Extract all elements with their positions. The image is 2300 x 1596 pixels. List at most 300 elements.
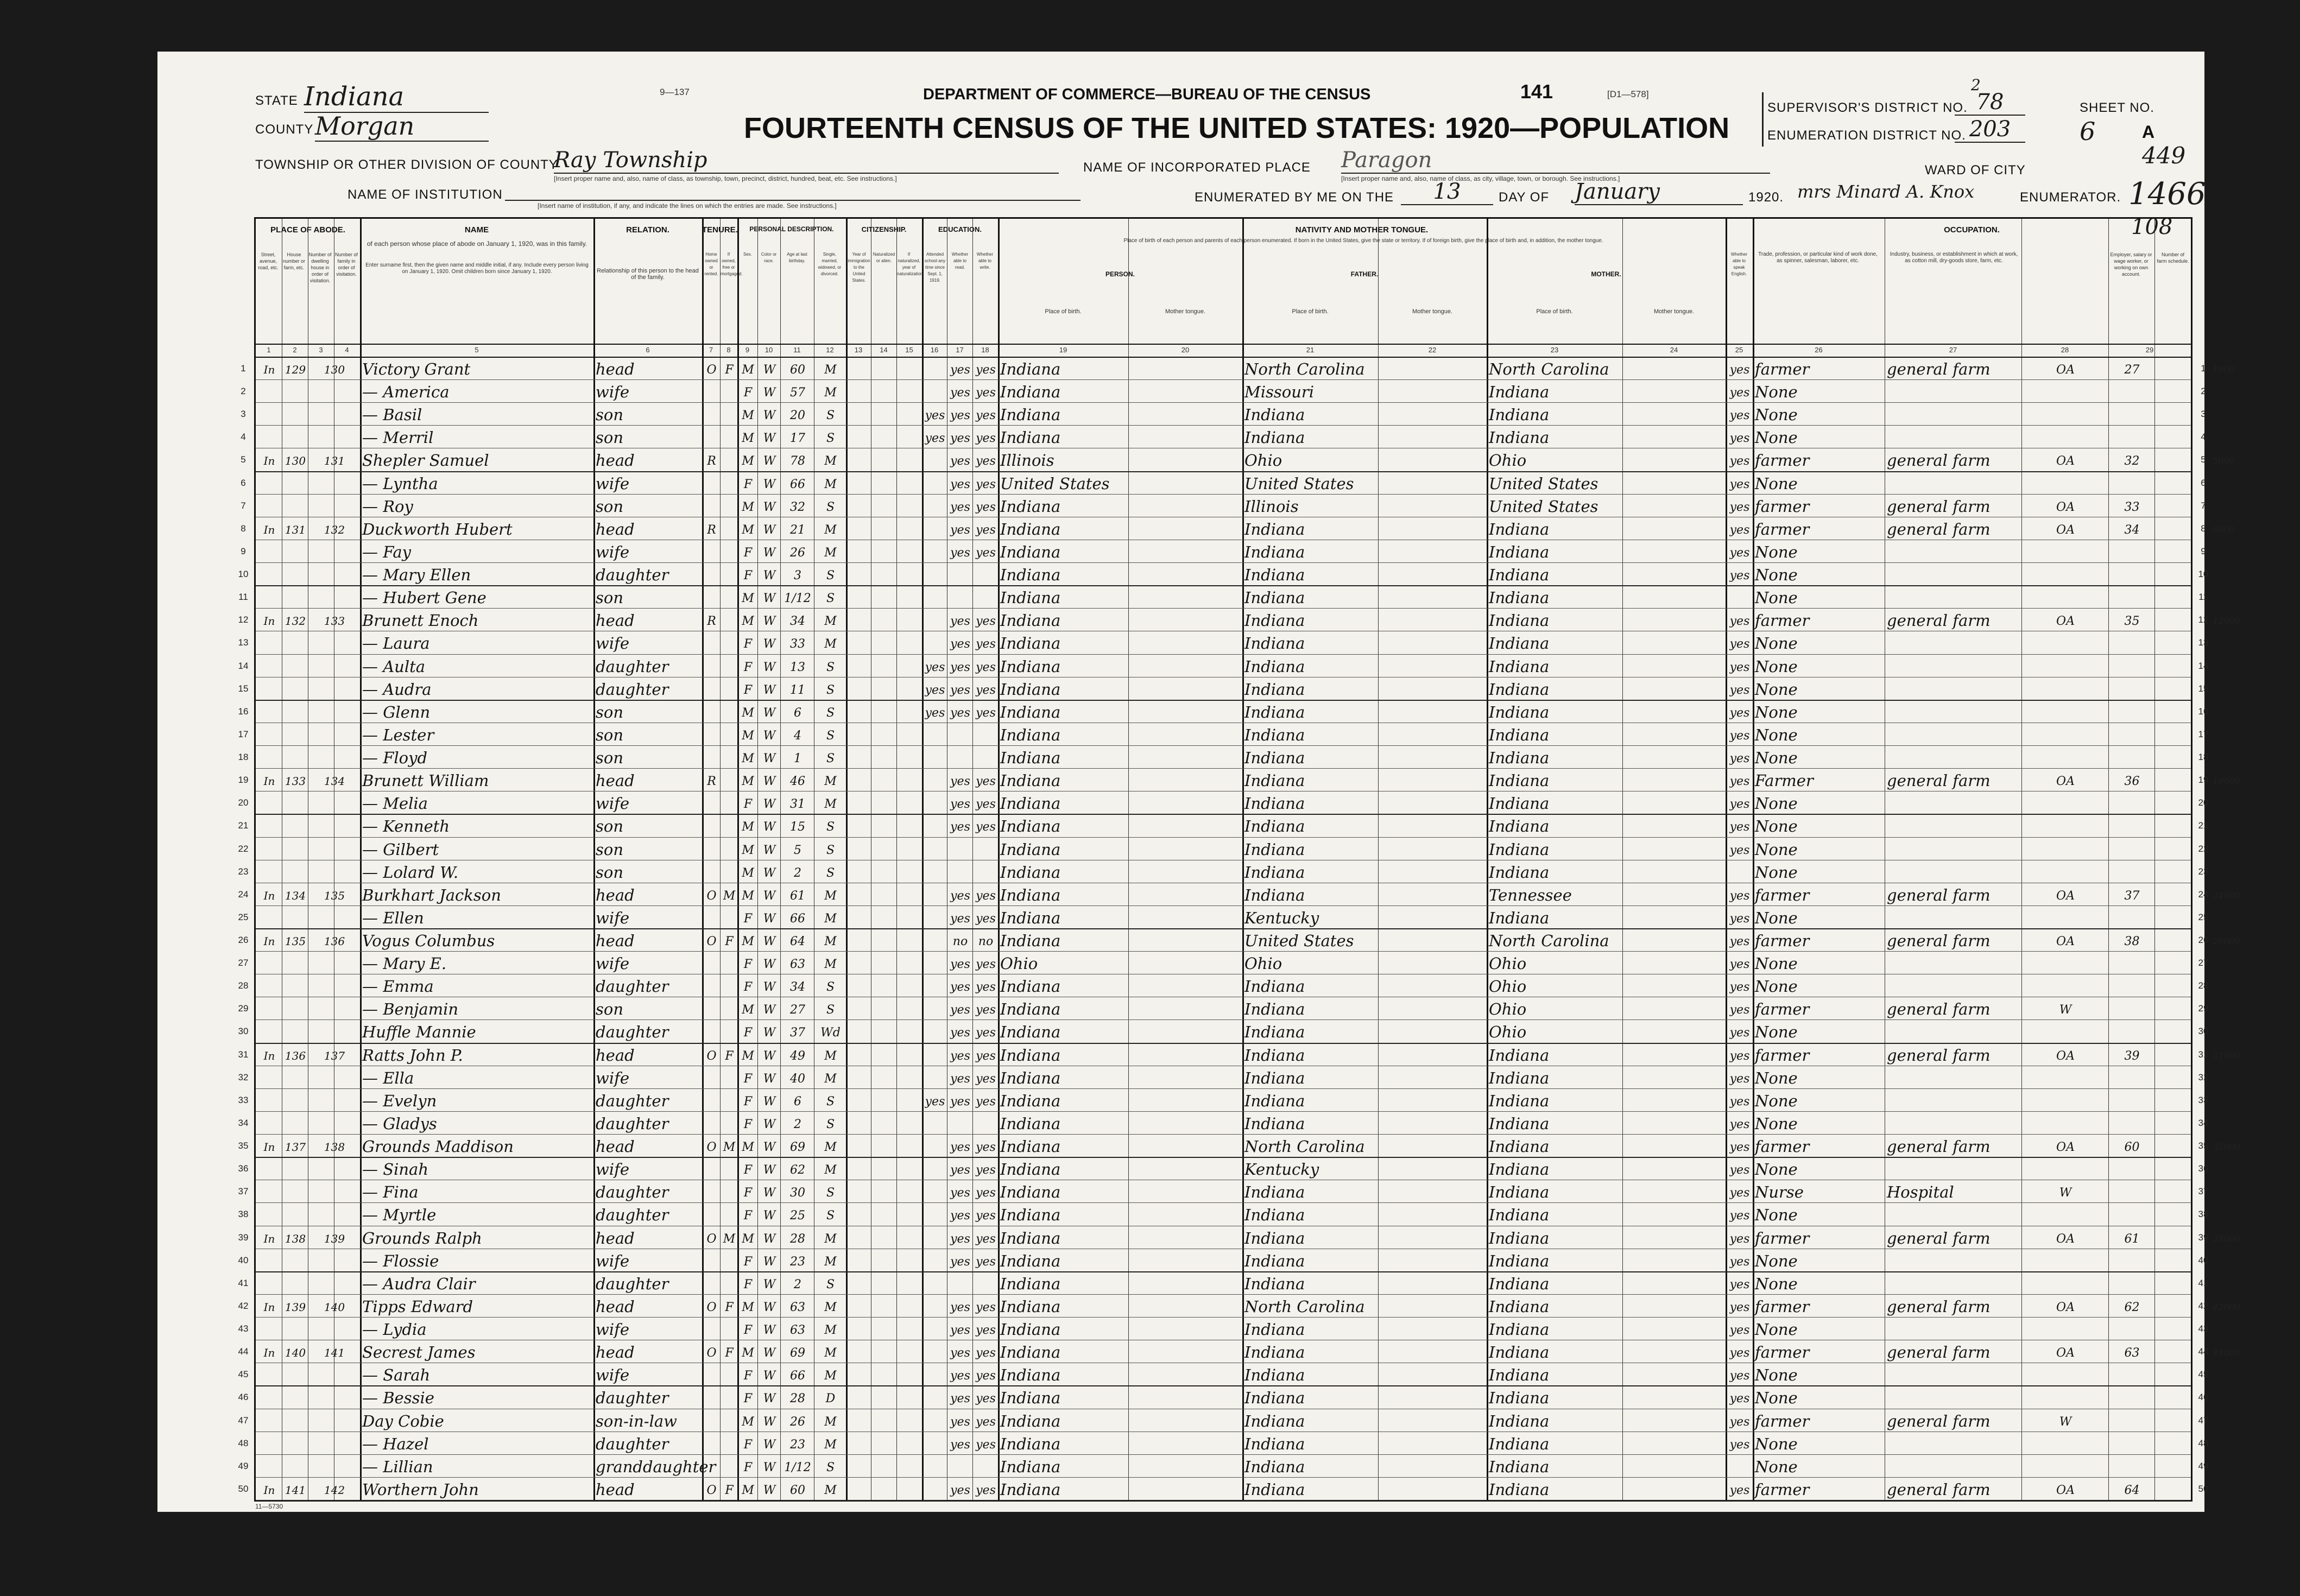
cell-pob: Indiana: [1000, 520, 1061, 539]
cell-age: 20: [790, 409, 805, 423]
cell-name: — Glenn: [362, 702, 431, 721]
cell-family: 141: [324, 1346, 345, 1360]
cell-write: yes: [976, 1232, 996, 1246]
cell-age: 25: [790, 1209, 805, 1223]
cell-read: yes: [950, 477, 970, 491]
cell-english: yes: [1729, 1094, 1750, 1109]
cell-relation: wife: [596, 908, 629, 927]
line-number: 17: [238, 729, 249, 739]
cell-name: — Bessie: [362, 1389, 434, 1408]
cell-mother-pob: Tennessee: [1489, 885, 1572, 904]
cell-name: — Benjamin: [362, 1000, 459, 1019]
column-number: 2: [293, 346, 297, 354]
cell-trade: None: [1755, 908, 1798, 927]
cell-mother-pob: Indiana: [1489, 680, 1550, 699]
cell-trade: None: [1755, 428, 1798, 447]
enumerated-label: ENUMERATED BY ME ON THE: [1195, 190, 1394, 205]
cell-age: 64: [790, 935, 805, 948]
table-row: [238, 723, 2209, 745]
cell-sex: M: [742, 820, 754, 834]
cell-father-pob: Indiana: [1244, 406, 1305, 425]
line-number: 15: [238, 683, 249, 694]
cell-relation: wife: [596, 954, 629, 973]
line-number: 48: [2198, 1437, 2209, 1448]
cell-pob: Indiana: [1000, 794, 1061, 813]
line-number: 26: [2198, 935, 2209, 945]
cell-relation: head: [596, 451, 635, 470]
cell-pob: Indiana: [1000, 1228, 1061, 1247]
cell-read: yes: [950, 1141, 970, 1155]
cell-mother-pob: Indiana: [1489, 1160, 1550, 1179]
cell-name: — Hubert Gene: [362, 588, 486, 607]
cell-relation: son: [596, 863, 624, 882]
cell-write: yes: [976, 1323, 996, 1338]
cell-marital: S: [826, 1186, 835, 1200]
cell-father-pob: Indiana: [1244, 817, 1305, 836]
row-rule: [256, 1500, 2191, 1501]
cell-pob: Indiana: [1000, 1389, 1061, 1408]
cell-color: W: [763, 637, 776, 651]
cell-age: 32: [790, 500, 805, 514]
cell-mother-pob: Indiana: [1489, 1366, 1550, 1385]
cell-age: 1/12: [784, 1460, 811, 1474]
line-number: 27: [2198, 958, 2209, 968]
cell-trade: farmer: [1755, 1480, 1810, 1499]
cell-father-pob: Indiana: [1244, 885, 1305, 904]
cell-family: 136: [324, 935, 345, 948]
institution-instructions: [Insert name of institution, if any, and indicate the lines on which the entries are made. See instructions.]: [538, 202, 837, 210]
census-title: FOURTEENTH CENSUS OF THE UNITED STATES: 1920—POPULATION: [744, 112, 1730, 144]
cell-sex: M: [742, 935, 754, 948]
cell-mother-pob: Indiana: [1489, 749, 1550, 768]
cell-name: Victory Grant: [362, 360, 471, 378]
cell-trade: farmer: [1755, 1137, 1810, 1156]
cell-color: W: [763, 363, 776, 377]
color-head: Color or race.: [761, 252, 777, 263]
cell-age: 60: [790, 363, 805, 377]
column-number: 21: [1306, 346, 1315, 354]
cell-father-pob: Indiana: [1244, 1114, 1305, 1133]
cell-father-pob: Indiana: [1244, 542, 1305, 561]
cell-age: 37: [790, 1026, 805, 1040]
right-margin-note: 1000: [2213, 364, 2235, 375]
cell-write: yes: [976, 615, 996, 629]
cell-write: yes: [976, 363, 996, 377]
cell-marital: S: [826, 1460, 835, 1474]
cell-name: Brunett Enoch: [362, 611, 479, 630]
cell-english: yes: [1729, 386, 1750, 400]
cell-mother-pob: Indiana: [1489, 566, 1550, 585]
cell-trade: None: [1755, 1389, 1798, 1408]
cell-age: 23: [790, 1255, 805, 1269]
column-number: 23: [1550, 346, 1559, 354]
cell-age: 61: [790, 889, 805, 903]
cell-english: yes: [1729, 889, 1750, 903]
cell-name: — Lyntha: [362, 474, 438, 493]
cell-pob: Ohio: [1000, 954, 1038, 973]
cell-farm: 27: [2124, 363, 2140, 377]
cell-write: yes: [976, 1300, 996, 1314]
cell-trade: farmer: [1755, 1046, 1810, 1065]
cell-school: yes: [925, 660, 945, 674]
cell-read: yes: [950, 1255, 970, 1269]
cell-trade: farmer: [1755, 1297, 1810, 1316]
cell-industry: general farm: [1887, 451, 1991, 470]
line-number: 3: [241, 409, 246, 420]
cell-english: yes: [1729, 958, 1750, 972]
cell-father-pob: Indiana: [1244, 725, 1305, 744]
cell-mort: F: [725, 1300, 734, 1314]
line-number: 23: [238, 866, 249, 877]
cell-age: 28: [790, 1392, 805, 1406]
cell-house: 132: [285, 615, 306, 628]
cell-class: OA: [2056, 615, 2075, 629]
line-number: 29: [2198, 1003, 2209, 1014]
cell-pob: Indiana: [1000, 1183, 1061, 1202]
cell-name: Secrest James: [362, 1343, 476, 1362]
cell-relation: daughter: [596, 1434, 669, 1453]
cell-father-pob: Ohio: [1244, 451, 1282, 470]
cell-age: 21: [790, 523, 805, 537]
table-row: [238, 1409, 2209, 1432]
cell-pob: Indiana: [1000, 611, 1061, 630]
cell-english: yes: [1729, 363, 1750, 377]
cell-age: 28: [790, 1232, 805, 1246]
line-number: 38: [238, 1209, 249, 1220]
table-row: [238, 860, 2209, 883]
cell-color: W: [763, 1323, 776, 1338]
cell-read: yes: [950, 911, 970, 926]
cell-father-pob: Indiana: [1244, 428, 1305, 447]
cell-color: W: [763, 729, 776, 743]
cell-relation: head: [596, 1480, 635, 1499]
cell-age: 6: [794, 706, 801, 720]
cell-father-pob: Indiana: [1244, 1023, 1305, 1042]
cell-trade: None: [1755, 406, 1798, 425]
cell-relation: son: [596, 406, 624, 425]
cell-sex: M: [742, 409, 754, 423]
cell-pob: Indiana: [1000, 1137, 1061, 1156]
cell-name: — Emma: [362, 977, 434, 996]
mother-pob-head: Place of birth.: [1536, 308, 1573, 315]
line-number: 40: [238, 1255, 249, 1265]
cell-color: W: [763, 660, 776, 674]
cell-house: 138: [285, 1232, 306, 1245]
cell-read: yes: [950, 1392, 970, 1406]
column-number: 19: [1059, 346, 1067, 354]
line-number: 22: [238, 843, 249, 854]
cell-own: O: [706, 1049, 717, 1063]
cell-relation: son: [596, 749, 624, 768]
enumerator-name: mrs Minard A. Knox: [1797, 181, 1975, 202]
cell-name: Huffle Mannie: [362, 1023, 476, 1042]
cell-english: yes: [1729, 615, 1750, 629]
cell-trade: None: [1755, 749, 1798, 768]
cell-street: In: [263, 775, 275, 788]
cell-write: yes: [976, 958, 996, 972]
relation-description: Relationship of this person to the head of the family.: [597, 268, 699, 281]
column-number: 20: [1181, 346, 1190, 354]
line-number: 13: [2198, 637, 2209, 648]
cell-read: yes: [950, 980, 970, 995]
cell-color: W: [763, 958, 776, 972]
cell-age: 4: [794, 729, 801, 743]
cell-english: yes: [1729, 1141, 1750, 1155]
dwelling-number-head: Number of dwelling house in order of visitation.: [308, 252, 332, 283]
incorporated-value: Paragon: [1341, 148, 1770, 174]
cell-color: W: [763, 1026, 776, 1040]
cell-age: 15: [790, 820, 805, 834]
cell-own: O: [706, 363, 717, 377]
cell-sex: M: [742, 729, 754, 743]
cell-write: yes: [976, 911, 996, 926]
cell-english: yes: [1729, 729, 1750, 743]
person-pob-head: Place of birth.: [1045, 308, 1082, 315]
cell-color: W: [763, 1346, 776, 1360]
cell-relation: daughter: [596, 566, 669, 585]
form-code: [D1—578]: [1607, 89, 1649, 99]
cell-pob: Indiana: [1000, 771, 1061, 790]
cell-relation: head: [596, 611, 635, 630]
cell-own: R: [707, 775, 716, 789]
cell-pob: Indiana: [1000, 588, 1061, 607]
cell-write: yes: [976, 775, 996, 789]
occupation-class-head: Employer, salary or wage worker, or working on own account.: [2110, 252, 2152, 277]
cell-read: yes: [950, 1186, 970, 1200]
township-instructions: [Insert proper name and, also, name of class, as township, town, precinct, district, hundred, beat, etc. See instructions.]: [554, 175, 897, 182]
cell-read: no: [952, 935, 968, 948]
cell-english: yes: [1729, 1186, 1750, 1200]
cell-age: 40: [790, 1072, 805, 1086]
table-row: [241, 448, 2235, 471]
cell-pob: Indiana: [1000, 702, 1061, 721]
cell-relation: head: [596, 1297, 635, 1316]
column-number: 16: [930, 346, 939, 354]
cell-relation: wife: [596, 1320, 629, 1339]
cell-sex: F: [743, 1209, 753, 1223]
line-number: 33: [238, 1094, 249, 1105]
cell-mother-pob: Indiana: [1489, 657, 1550, 676]
cell-sex: M: [742, 454, 754, 468]
cell-read: yes: [950, 1323, 970, 1338]
cell-write: yes: [976, 683, 996, 697]
cell-father-pob: Indiana: [1244, 588, 1305, 607]
cell-sex: F: [743, 797, 753, 812]
cell-pob: United States: [1000, 474, 1110, 493]
cell-mother-pob: Indiana: [1489, 1297, 1550, 1316]
cell-name: Day Cobie: [362, 1411, 444, 1430]
cell-age: 46: [790, 775, 805, 789]
group-relation: RELATION.: [626, 225, 669, 235]
cell-mother-pob: Indiana: [1489, 611, 1550, 630]
cell-sex: F: [743, 637, 753, 651]
cell-color: W: [763, 386, 776, 400]
cell-relation: daughter: [596, 657, 669, 676]
cell-name: — Melia: [362, 794, 428, 813]
nativity-father: FATHER.: [1350, 270, 1379, 278]
cell-industry: general farm: [1887, 932, 1991, 950]
cell-own: O: [706, 935, 717, 948]
cell-write: yes: [976, 1209, 996, 1223]
cell-english: yes: [1729, 1415, 1750, 1429]
cell-age: 62: [790, 1163, 805, 1177]
cell-trade: None: [1755, 1068, 1798, 1087]
cell-marital: M: [824, 1232, 837, 1246]
table-row: [238, 1432, 2209, 1454]
line-number: 19: [2198, 775, 2209, 786]
cell-sex: F: [743, 1255, 753, 1269]
cell-sex: M: [742, 706, 754, 720]
cell-class: OA: [2056, 363, 2075, 377]
cell-father-pob: Indiana: [1244, 1206, 1305, 1225]
cell-father-pob: Ohio: [1244, 954, 1282, 973]
cell-trade: farmer: [1755, 932, 1810, 950]
cell-trade: Farmer: [1755, 771, 1814, 790]
cell-english: yes: [1729, 1437, 1750, 1452]
farm-schedule-head: Number of farm schedule.: [2157, 252, 2189, 264]
cell-mother-pob: Indiana: [1489, 428, 1550, 447]
cell-color: W: [763, 797, 776, 812]
cell-color: W: [763, 1003, 776, 1017]
cell-name: — Hazel: [362, 1434, 429, 1453]
cell-write: yes: [976, 889, 996, 903]
cell-farm: 36: [2124, 775, 2140, 789]
line-number: 50: [238, 1483, 249, 1494]
cell-marital: M: [824, 1049, 837, 1063]
cell-english: yes: [1729, 1255, 1750, 1269]
cell-pob: Indiana: [1000, 1091, 1061, 1110]
institution-line: [505, 185, 1081, 201]
table-row: [238, 1088, 2209, 1111]
cell-class: OA: [2056, 889, 2075, 903]
line-number: 28: [2198, 980, 2209, 991]
cell-marital: M: [824, 1415, 837, 1429]
cell-house: 140: [285, 1346, 306, 1360]
cell-father-pob: Indiana: [1244, 1274, 1305, 1293]
cell-name: Duckworth Hubert: [362, 520, 513, 539]
cell-farm: 32: [2124, 454, 2140, 468]
cell-pob: Indiana: [1000, 1297, 1061, 1316]
cell-mother-pob: Indiana: [1489, 1457, 1550, 1476]
cell-trade: None: [1755, 1366, 1798, 1385]
column-number: 3: [319, 346, 323, 354]
cell-pob: Indiana: [1000, 1251, 1061, 1270]
table-row: [238, 1019, 2209, 1042]
cell-mother-pob: Indiana: [1489, 1320, 1550, 1339]
cell-sex: M: [742, 1232, 754, 1246]
township-label: TOWNSHIP OR OTHER DIVISION OF COUNTY: [255, 157, 558, 172]
line-number: 20: [238, 797, 249, 808]
cell-house: 134: [285, 889, 306, 902]
line-number: 21: [238, 820, 249, 831]
cell-write: yes: [976, 820, 996, 834]
cell-pob: Indiana: [1000, 1160, 1061, 1179]
table-row: [238, 631, 2209, 654]
cell-relation: daughter: [596, 977, 669, 996]
cell-english: yes: [1729, 1369, 1750, 1383]
cell-name: — Roy: [362, 497, 413, 516]
cell-write: yes: [976, 1369, 996, 1383]
cell-age: 49: [790, 1049, 805, 1063]
cell-relation: son: [596, 1000, 624, 1019]
line-number: 42: [238, 1300, 249, 1311]
cell-family: 139: [324, 1232, 345, 1245]
right-margin-note: 44000: [2213, 1347, 2240, 1358]
column-number: 18: [981, 346, 989, 354]
cell-mother-pob: Indiana: [1489, 908, 1550, 927]
cell-house: 136: [285, 1049, 306, 1062]
cell-class: W: [2059, 1003, 2072, 1017]
cell-color: W: [763, 1117, 776, 1131]
cell-age: 66: [790, 477, 805, 491]
cell-pob: Indiana: [1000, 1046, 1061, 1065]
line-number: 49: [2198, 1460, 2209, 1471]
cell-sex: F: [743, 1323, 753, 1338]
group-place-of-abode: PLACE OF ABODE.: [270, 225, 345, 235]
cell-english: yes: [1729, 706, 1750, 720]
line-number: 17: [2198, 729, 2209, 739]
cell-mother-pob: Indiana: [1489, 725, 1550, 744]
cell-english: yes: [1729, 843, 1750, 857]
cell-trade: None: [1755, 954, 1798, 973]
cell-industry: general farm: [1887, 1046, 1991, 1065]
cell-marital: Wd: [820, 1026, 841, 1040]
cell-trade: None: [1755, 588, 1798, 607]
cell-trade: None: [1755, 566, 1798, 585]
cell-relation: wife: [596, 474, 629, 493]
cell-marital: M: [824, 477, 837, 491]
cell-school: yes: [925, 432, 945, 446]
cell-write: yes: [976, 797, 996, 812]
cell-english: yes: [1729, 1209, 1750, 1223]
cell-class: OA: [2056, 775, 2075, 789]
cell-write: yes: [976, 1094, 996, 1109]
cell-industry: general farm: [1887, 771, 1991, 790]
cell-relation: daughter: [596, 1389, 669, 1408]
cell-own: O: [706, 1141, 717, 1155]
cell-english: yes: [1729, 432, 1750, 446]
line-number: 19: [238, 775, 249, 786]
cell-sex: F: [743, 1186, 753, 1200]
column-number: 25: [1735, 346, 1743, 354]
right-margin-note: 8000: [2213, 524, 2235, 535]
cell-write: yes: [976, 432, 996, 446]
cell-color: W: [763, 866, 776, 880]
cell-color: W: [763, 843, 776, 857]
cell-farm: 38: [2124, 935, 2140, 948]
cell-marital: M: [824, 546, 837, 560]
cell-father-pob: Indiana: [1244, 1091, 1305, 1110]
cell-color: W: [763, 477, 776, 491]
cell-father-pob: Indiana: [1244, 1000, 1305, 1019]
line-number: 26: [238, 935, 249, 945]
cell-pob: Indiana: [1000, 1366, 1061, 1385]
cell-father-pob: United States: [1244, 932, 1354, 950]
cell-relation: head: [596, 1228, 635, 1247]
cell-trade: None: [1755, 657, 1798, 676]
cell-house: 141: [285, 1483, 306, 1497]
line-number: 1: [2201, 363, 2206, 373]
cell-marital: S: [826, 843, 835, 857]
cell-mother-pob: Ohio: [1489, 451, 1527, 470]
cell-pob: Indiana: [1000, 1343, 1061, 1362]
cell-english: yes: [1729, 454, 1750, 468]
cell-read: yes: [950, 706, 970, 720]
cell-mother-pob: Indiana: [1489, 1091, 1550, 1110]
nativity-person: PERSON.: [1105, 270, 1135, 278]
cell-english: yes: [1729, 1277, 1750, 1291]
cell-write: yes: [976, 1049, 996, 1063]
